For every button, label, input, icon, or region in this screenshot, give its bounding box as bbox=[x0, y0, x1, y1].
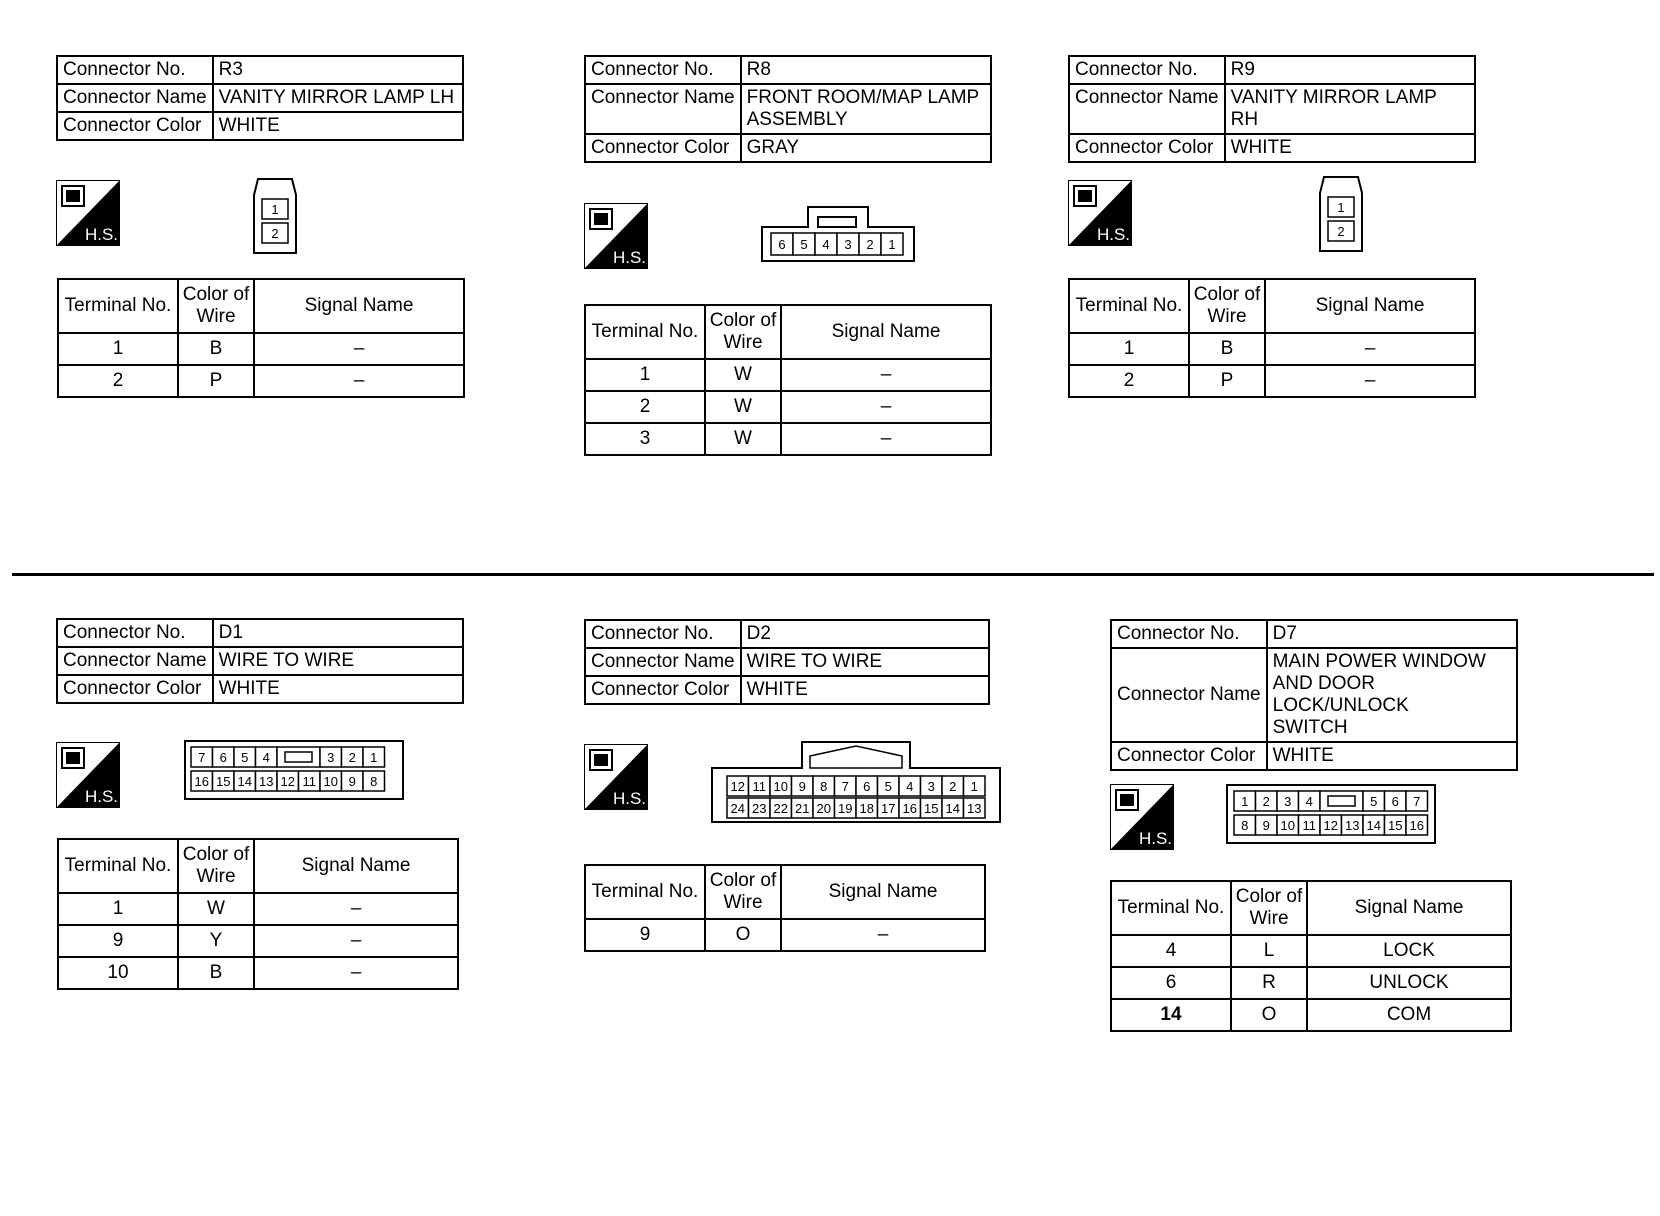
value-connector-color: WHITE bbox=[1225, 134, 1475, 162]
table-row: 2 P – bbox=[1069, 365, 1475, 397]
pin-label: 2 bbox=[949, 779, 957, 794]
value-connector-color: WHITE bbox=[213, 112, 463, 140]
pin-label: 6 bbox=[219, 750, 227, 765]
hs-badge-icon bbox=[56, 742, 120, 808]
header-terminal-no: Terminal No. bbox=[1111, 881, 1231, 935]
table-row: 1 W – bbox=[58, 893, 458, 925]
pin-label: 10 bbox=[323, 774, 338, 789]
terminal-table-d7 bbox=[1110, 880, 1512, 1032]
pin-label: 21 bbox=[795, 801, 810, 816]
table-row: 2 W – bbox=[585, 391, 991, 423]
pin-label: 16 bbox=[194, 774, 209, 789]
pin-label: 18 bbox=[859, 801, 874, 816]
pin-label: 9 bbox=[348, 774, 356, 789]
pin-label: 11 bbox=[302, 774, 316, 789]
pin-label: 10 bbox=[773, 779, 788, 794]
hs-label: H.S. bbox=[84, 225, 118, 244]
hs-label: H.S. bbox=[1138, 829, 1172, 848]
connector-info-table bbox=[56, 55, 464, 141]
pin-label: 1 bbox=[370, 750, 378, 765]
pin-label: 19 bbox=[838, 801, 853, 816]
pin-label: 1 bbox=[1241, 794, 1249, 809]
connector-d2-face bbox=[710, 740, 1002, 824]
pin-label: 1 bbox=[271, 202, 279, 217]
connector-d7 bbox=[1110, 619, 1518, 771]
table-row: 10 B – bbox=[58, 957, 458, 989]
value-connector-name: WIRE TO WIRE bbox=[741, 648, 989, 676]
pin-label: 24 bbox=[730, 801, 745, 816]
pin-label: 8 bbox=[820, 779, 828, 794]
header-signal-name: Signal Name bbox=[781, 865, 985, 919]
value-connector-no: D2 bbox=[741, 620, 989, 648]
pin-label: 2 bbox=[348, 750, 356, 765]
label-connector-name: Connector Name bbox=[585, 84, 741, 134]
value-connector-color: WHITE bbox=[741, 676, 989, 704]
value-connector-no: R3 bbox=[213, 56, 463, 84]
label-connector-color: Connector Color bbox=[1111, 742, 1267, 770]
label-connector-name: Connector Name bbox=[1069, 84, 1225, 134]
pin-label: 1 bbox=[1337, 200, 1345, 215]
pin-label: 8 bbox=[370, 774, 378, 789]
header-signal-name: Signal Name bbox=[781, 305, 991, 359]
value-connector-name: WIRE TO WIRE bbox=[213, 647, 463, 675]
pin-label: 4 bbox=[822, 237, 830, 252]
hs-label: H.S. bbox=[1096, 225, 1130, 244]
value-connector-no: R8 bbox=[741, 56, 991, 84]
terminal-table-d2 bbox=[584, 864, 986, 952]
hs-badge-icon bbox=[1068, 180, 1132, 246]
header-color-of-wire: Color of Wire bbox=[1189, 279, 1265, 333]
label-connector-color: Connector Color bbox=[57, 675, 213, 703]
header-color-of-wire: Color of Wire bbox=[178, 279, 254, 333]
pin-label: 15 bbox=[216, 774, 231, 789]
pin-label: 14 bbox=[945, 801, 960, 816]
connector-info-table bbox=[584, 55, 992, 163]
connector-info-table bbox=[56, 618, 464, 704]
pin-label: 5 bbox=[800, 237, 808, 252]
table-row: 3 W – bbox=[585, 423, 991, 455]
connector-r9-face bbox=[1318, 175, 1364, 253]
label-connector-no: Connector No. bbox=[57, 619, 213, 647]
pin-label: 14 bbox=[237, 774, 252, 789]
label-connector-no: Connector No. bbox=[585, 56, 741, 84]
value-connector-name: MAIN POWER WINDOW AND DOOR LOCK/UNLOCK SWITCH bbox=[1267, 648, 1517, 742]
pin-label: 14 bbox=[1366, 818, 1381, 833]
pin-label: 11 bbox=[752, 779, 766, 794]
pin-label: 6 bbox=[778, 237, 786, 252]
connector-r3-face bbox=[252, 177, 298, 255]
header-terminal-no: Terminal No. bbox=[58, 839, 178, 893]
pin-label: 13 bbox=[967, 801, 982, 816]
pin-label: 16 bbox=[902, 801, 917, 816]
pin-label: 9 bbox=[1262, 818, 1270, 833]
pin-label: 2 bbox=[1262, 794, 1270, 809]
pin-label: 12 bbox=[1323, 818, 1338, 833]
label-connector-color: Connector Color bbox=[1069, 134, 1225, 162]
pin-label: 4 bbox=[262, 750, 270, 765]
connector-info-table bbox=[1068, 55, 1476, 163]
header-terminal-no: Terminal No. bbox=[58, 279, 178, 333]
connector-info-table bbox=[1110, 619, 1518, 771]
pin-label: 16 bbox=[1409, 818, 1424, 833]
connector-r9 bbox=[1068, 55, 1476, 163]
hs-label: H.S. bbox=[612, 789, 646, 808]
pin-label: 12 bbox=[730, 779, 745, 794]
connector-d1 bbox=[56, 618, 464, 704]
table-row: 4 L LOCK bbox=[1111, 935, 1511, 967]
value-connector-no: D7 bbox=[1267, 620, 1517, 648]
pin-label: 3 bbox=[327, 750, 335, 765]
value-connector-color: WHITE bbox=[1267, 742, 1517, 770]
label-connector-no: Connector No. bbox=[1111, 620, 1267, 648]
pin-label: 5 bbox=[241, 750, 249, 765]
value-connector-no: D1 bbox=[213, 619, 463, 647]
pin-label: 12 bbox=[280, 774, 295, 789]
table-row: 1 B – bbox=[58, 333, 464, 365]
pin-label: 2 bbox=[1337, 224, 1345, 239]
pin-label: 11 bbox=[1302, 818, 1316, 833]
value-connector-color: GRAY bbox=[741, 134, 991, 162]
label-connector-no: Connector No. bbox=[585, 620, 741, 648]
value-connector-name: VANITY MIRROR LAMP RH bbox=[1225, 84, 1475, 134]
hs-label: H.S. bbox=[84, 787, 118, 806]
header-terminal-no: Terminal No. bbox=[585, 305, 705, 359]
pin-label: 20 bbox=[816, 801, 831, 816]
pin-label: 17 bbox=[881, 801, 896, 816]
pin-label: 13 bbox=[1345, 818, 1360, 833]
pin-label: 8 bbox=[1241, 818, 1249, 833]
header-signal-name: Signal Name bbox=[1265, 279, 1475, 333]
pin-label: 22 bbox=[773, 801, 788, 816]
pin-label: 4 bbox=[906, 779, 914, 794]
header-terminal-no: Terminal No. bbox=[585, 865, 705, 919]
label-connector-no: Connector No. bbox=[1069, 56, 1225, 84]
value-connector-name: FRONT ROOM/MAP LAMP ASSEMBLY bbox=[741, 84, 991, 134]
hs-badge-icon bbox=[1110, 784, 1174, 850]
terminal-table-r3 bbox=[57, 278, 465, 398]
pin-label: 23 bbox=[752, 801, 767, 816]
pin-label: 6 bbox=[863, 779, 871, 794]
hs-badge-icon bbox=[584, 203, 648, 269]
table-row: 1 B – bbox=[1069, 333, 1475, 365]
pin-label: 7 bbox=[198, 750, 206, 765]
value-connector-no: R9 bbox=[1225, 56, 1475, 84]
label-connector-color: Connector Color bbox=[585, 134, 741, 162]
pin-label: 3 bbox=[1284, 794, 1292, 809]
pin-label: 3 bbox=[927, 779, 935, 794]
connector-r8-face bbox=[760, 205, 916, 263]
terminal-table-r9 bbox=[1068, 278, 1476, 398]
table-row: 9 O – bbox=[585, 919, 985, 951]
connector-d7-face bbox=[1226, 784, 1436, 844]
header-color-of-wire: Color of Wire bbox=[1231, 881, 1307, 935]
header-terminal-no: Terminal No. bbox=[1069, 279, 1189, 333]
label-connector-name: Connector Name bbox=[1111, 648, 1267, 742]
pin-label: 1 bbox=[970, 779, 978, 794]
pin-label: 4 bbox=[1305, 794, 1313, 809]
label-connector-color: Connector Color bbox=[585, 676, 741, 704]
table-row: 6 R UNLOCK bbox=[1111, 967, 1511, 999]
pin-label: 2 bbox=[271, 226, 279, 241]
pin-label: 6 bbox=[1391, 794, 1399, 809]
connector-r8 bbox=[584, 55, 992, 163]
connector-d2 bbox=[584, 619, 990, 705]
pin-label: 3 bbox=[844, 237, 852, 252]
table-row: 2 P – bbox=[58, 365, 464, 397]
terminal-table-r8 bbox=[584, 304, 992, 456]
hs-label: H.S. bbox=[612, 248, 646, 267]
pin-label: 7 bbox=[1413, 794, 1421, 809]
pin-label: 2 bbox=[866, 237, 874, 252]
table-row: 9 Y – bbox=[58, 925, 458, 957]
pin-label: 5 bbox=[1370, 794, 1378, 809]
label-connector-color: Connector Color bbox=[57, 112, 213, 140]
table-row: 14 O COM bbox=[1111, 999, 1511, 1031]
value-connector-color: WHITE bbox=[213, 675, 463, 703]
label-connector-name: Connector Name bbox=[57, 647, 213, 675]
pin-label: 5 bbox=[884, 779, 892, 794]
header-signal-name: Signal Name bbox=[254, 839, 458, 893]
pin-label: 10 bbox=[1280, 818, 1295, 833]
terminal-table-d1 bbox=[57, 838, 459, 990]
value-connector-name: VANITY MIRROR LAMP LH bbox=[213, 84, 463, 112]
label-connector-name: Connector Name bbox=[585, 648, 741, 676]
header-color-of-wire: Color of Wire bbox=[705, 305, 781, 359]
header-signal-name: Signal Name bbox=[254, 279, 464, 333]
pin-label: 15 bbox=[924, 801, 939, 816]
hs-badge-icon bbox=[56, 180, 120, 246]
section-divider bbox=[12, 573, 1654, 576]
pin-label: 7 bbox=[841, 779, 849, 794]
table-row: 1 W – bbox=[585, 359, 991, 391]
connector-r3 bbox=[56, 55, 464, 141]
header-color-of-wire: Color of Wire bbox=[178, 839, 254, 893]
connector-d1-face bbox=[184, 740, 404, 800]
pin-label: 15 bbox=[1388, 818, 1403, 833]
hs-badge-icon bbox=[584, 744, 648, 810]
pin-label: 1 bbox=[888, 237, 896, 252]
pin-label: 9 bbox=[798, 779, 806, 794]
header-color-of-wire: Color of Wire bbox=[705, 865, 781, 919]
header-signal-name: Signal Name bbox=[1307, 881, 1511, 935]
pin-label: 13 bbox=[259, 774, 274, 789]
connector-info-table bbox=[584, 619, 990, 705]
label-connector-no: Connector No. bbox=[57, 56, 213, 84]
label-connector-name: Connector Name bbox=[57, 84, 213, 112]
